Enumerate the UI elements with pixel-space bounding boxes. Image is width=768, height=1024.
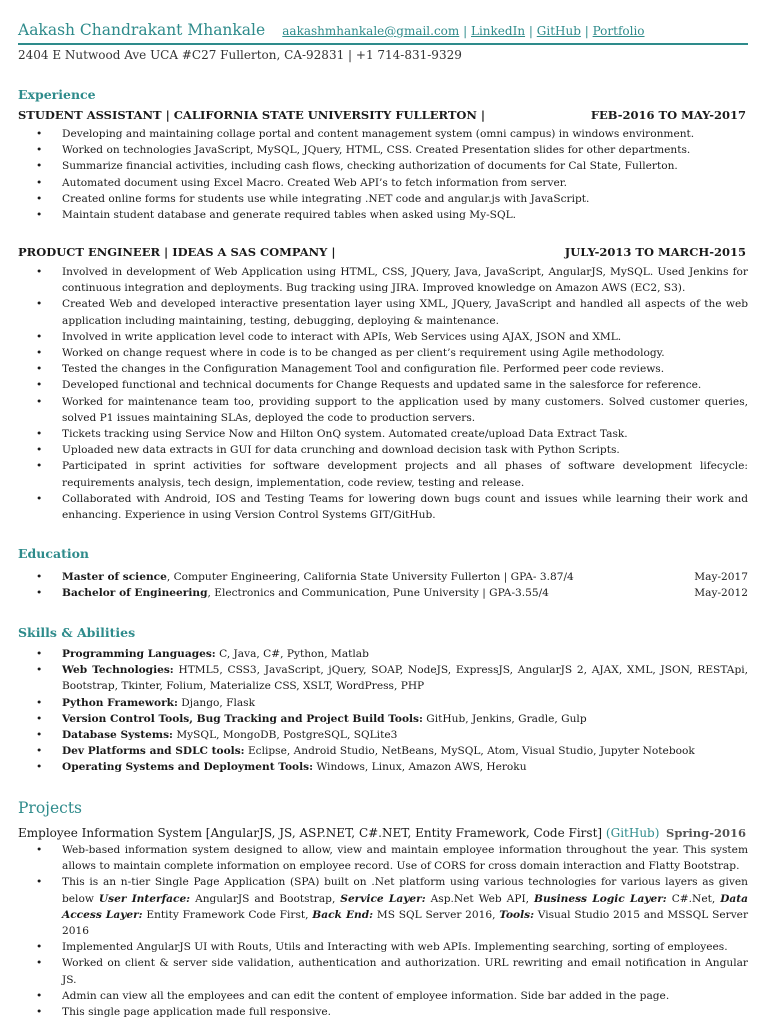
- job-dates: FEB-2016 TO MAY-2017: [590, 108, 746, 122]
- list-item: [36, 711, 748, 727]
- layer-value: Entity Framework Code First,: [142, 908, 313, 921]
- link-separator: |: [528, 24, 533, 38]
- architecture-intro: This is an n-tier Single Page Application (SPA) built on .Net platform using various technologies for various layers as given below: [62, 876, 748, 905]
- layer-value: MS SQL Server 2016,: [373, 908, 500, 921]
- job-bullets: [36, 126, 748, 223]
- skill-label: Database Systems:: [62, 729, 173, 742]
- degree-date: May-2017: [694, 571, 748, 583]
- skills-heading: Skills & Abilities: [18, 625, 136, 640]
- contact-links: [282, 24, 644, 38]
- skill-value: MySQL, MongoDB, PostgreSQL, SQLite3: [172, 729, 398, 742]
- education-list: [36, 569, 748, 601]
- skill-value: Eclipse, Android Studio, NetBeans, MySQL, Atom, Visual Studio, Jupyter Notebook: [244, 745, 695, 758]
- job-bullets: [36, 264, 748, 523]
- list-item: [36, 662, 748, 694]
- list-item: • Collaborated with Android, IOS and Testing Teams for lowering down bugs count and issues while learning their work and enhancing. Experience in using Version Control Systems GIT/GitHub.: [36, 491, 748, 523]
- skill-value: Django, Flask: [177, 696, 256, 709]
- list-item: • Admin can view all the employees and can edit the content of employee information. Side bar added in the page.: [36, 988, 748, 1004]
- degree-name: Bachelor of Engineering: [62, 587, 208, 600]
- list-item: • Implemented AngularJS UI with Routs, Utils and Interacting with web APIs. Implementing searching, sorting of employees.: [36, 939, 748, 955]
- job-heading: [18, 245, 746, 259]
- job-title: STUDENT ASSISTANT | CALIFORNIA STATE UNIVERSITY FULLERTON |: [18, 108, 486, 122]
- layer-label: Data Access Layer:: [62, 892, 748, 921]
- skills-list: [36, 646, 748, 776]
- list-item: [36, 727, 748, 743]
- project-bullets: [36, 842, 748, 1020]
- skill-value: Windows, Linux, Amazon AWS, Heroku: [312, 761, 527, 774]
- list-item: [36, 569, 748, 585]
- list-item: • Worked on change request where in code is to be changed as per client’s requirement using Agile methodology.: [36, 345, 748, 361]
- list-item: • Automated document using Excel Macro. Created Web API’s to fetch information from server.: [36, 175, 748, 191]
- layer-label: Tools:: [499, 908, 534, 921]
- projects-heading: Projects: [18, 799, 83, 817]
- skill-label: Operating Systems and Deployment Tools:: [62, 761, 313, 774]
- degree-date: May-2012: [694, 587, 748, 600]
- contact-line: 2404 E Nutwood Ave UCA #C27 Fullerton, CA-92831 | +1 714-831-9329: [18, 48, 462, 62]
- skill-label: Python Framework:: [62, 696, 178, 709]
- link-separator: |: [584, 24, 589, 38]
- degree-details: , Electronics and Communication, Pune University | GPA-3.55/4: [207, 587, 549, 600]
- list-item: [36, 585, 748, 601]
- list-item: • Involved in development of Web Application using HTML, CSS, JQuery, Java, JavaScript, AngularJS, MySQL. Used Jenkins for continuous integration and deployments. Bug tracking using JIRA. Improved knowledge on Amazon AWS (EC2, S3).: [36, 264, 748, 296]
- degree-details: , Computer Engineering, California State University Fullerton | GPA- 3.87/4: [166, 571, 574, 583]
- link-separator: |: [463, 24, 468, 38]
- header-divider: [18, 43, 748, 45]
- skill-value: GitHub, Jenkins, Gradle, Gulp: [422, 712, 587, 725]
- layer-value: Asp.Net Web API,: [425, 892, 534, 905]
- layer-value: C#.Net,: [666, 892, 721, 905]
- list-item: • Summarize financial activities, including cash flows, checking authorization of documents for Cal State, Fullerton.: [36, 158, 748, 174]
- education-heading: Education: [18, 546, 90, 561]
- list-item: • Tested the changes in the Configuration Management Tool and configuration file. Performed peer code reviews.: [36, 361, 748, 377]
- project-date: Spring-2016: [666, 826, 746, 840]
- list-item: • Uploaded new data extracts in GUI for data crunching and download decision task with Python Scripts.: [36, 442, 748, 458]
- layer-value: Visual Studio 2015 and MSSQL Server 2016: [62, 908, 749, 938]
- linkedin-link[interactable]: LinkedIn: [471, 24, 526, 38]
- candidate-name: Aakash Chandrakant Mhankale: [18, 21, 266, 39]
- project-heading: [18, 826, 746, 840]
- list-item: [36, 743, 748, 759]
- skill-label: Version Control Tools, Bug Tracking and Project Build Tools:: [62, 712, 423, 725]
- job-heading: [18, 108, 746, 122]
- skill-label: Programming Languages:: [62, 648, 216, 660]
- job-title: PRODUCT ENGINEER | IDEAS A SAS COMPANY |: [18, 245, 336, 259]
- list-item: • Created online forms for students use while integrating .NET code and angular.js with JavaScript.: [36, 191, 748, 207]
- skill-value: C, Java, C#, Python, Matlab: [215, 648, 369, 660]
- layer-label: User Interface:: [98, 892, 191, 905]
- portfolio-link[interactable]: Portfolio: [592, 24, 645, 38]
- header-row: [18, 20, 645, 39]
- list-item: • Developing and maintaining collage portal and content management system (omni campus) in windows environment.: [36, 126, 748, 142]
- project-github-link[interactable]: (GitHub): [605, 826, 660, 840]
- layer-label: Back End:: [312, 908, 374, 921]
- layer-value: AngularJS and Bootstrap,: [190, 892, 341, 905]
- email-link[interactable]: aakashmhankale@gmail.com: [282, 24, 460, 38]
- project-name: Employee Information System [AngularJS, JS, ASP.NET, C#.NET, Entity Framework, Code First]: [18, 826, 603, 840]
- degree-name: Master of science: [62, 571, 167, 583]
- github-link[interactable]: GitHub: [536, 24, 581, 38]
- list-item: • Tickets tracking using Service Now and Hilton OnQ system. Automated create/upload Data Extract Task.: [36, 426, 748, 442]
- list-item: [36, 646, 748, 662]
- job-dates: JULY-2013 TO MARCH-2015: [564, 245, 746, 259]
- list-item: [36, 759, 748, 775]
- skill-label: Dev Platforms and SDLC tools:: [62, 745, 245, 758]
- list-item: • Worked for maintenance team too, providing support to the application used by many customers. Solved customer queries, solved P1 issues maintaining SLAs, deployed the code to production servers.: [36, 394, 748, 426]
- list-item: [36, 874, 748, 939]
- list-item: • Worked on technologies JavaScript, MySQL, JQuery, HTML, CSS. Created Presentation slides for other departments.: [36, 142, 748, 158]
- list-item: • Developed functional and technical documents for Change Requests and updated same in the salesforce for reference.: [36, 377, 748, 393]
- layer-label: Service Layer:: [340, 892, 426, 905]
- list-item: • Participated in sprint activities for software development projects and all phases of software development lifecycle: requirements analysis, tech design, implementation, code review, testing and release.: [36, 458, 748, 490]
- list-item: • Involved in write application level code to interact with APIs, Web Services using AJAX, JSON and XML.: [36, 329, 748, 345]
- list-item: • Web-based information system designed to allow, view and maintain employee information throughout the year. This system allows to maintain complete information on employee record. Use of CORS for cross domain interaction and Flatty Bootstrap.: [36, 842, 748, 874]
- experience-heading: Experience: [18, 87, 96, 102]
- skill-value: HTML5, CSS3, JavaScript, jQuery, SOAP, NodeJS, ExpressJS, AngularJS 2, AJAX, XML, JSON, RESTApi, Bootstrap, Tkinter, Folium, Materialize CSS, XSLT, WordPress, PHP: [62, 664, 748, 693]
- skill-label: Web Technologies:: [62, 664, 174, 677]
- list-item: • This single page application made full responsive.: [36, 1004, 748, 1020]
- list-item: • Worked on client & server side validation, authentication and authorization. URL rewriting and email notification in Angular JS.: [36, 955, 748, 987]
- list-item: [36, 695, 748, 711]
- list-item: • Maintain student database and generate required tables when asked using My-SQL.: [36, 207, 748, 223]
- list-item: • Created Web and developed interactive presentation layer using XML, JQuery, JavaScript and handled all aspects of the web application including maintaining, testing, debugging, deploying & maintenance.: [36, 296, 748, 328]
- layer-label: Business Logic Layer:: [534, 892, 667, 905]
